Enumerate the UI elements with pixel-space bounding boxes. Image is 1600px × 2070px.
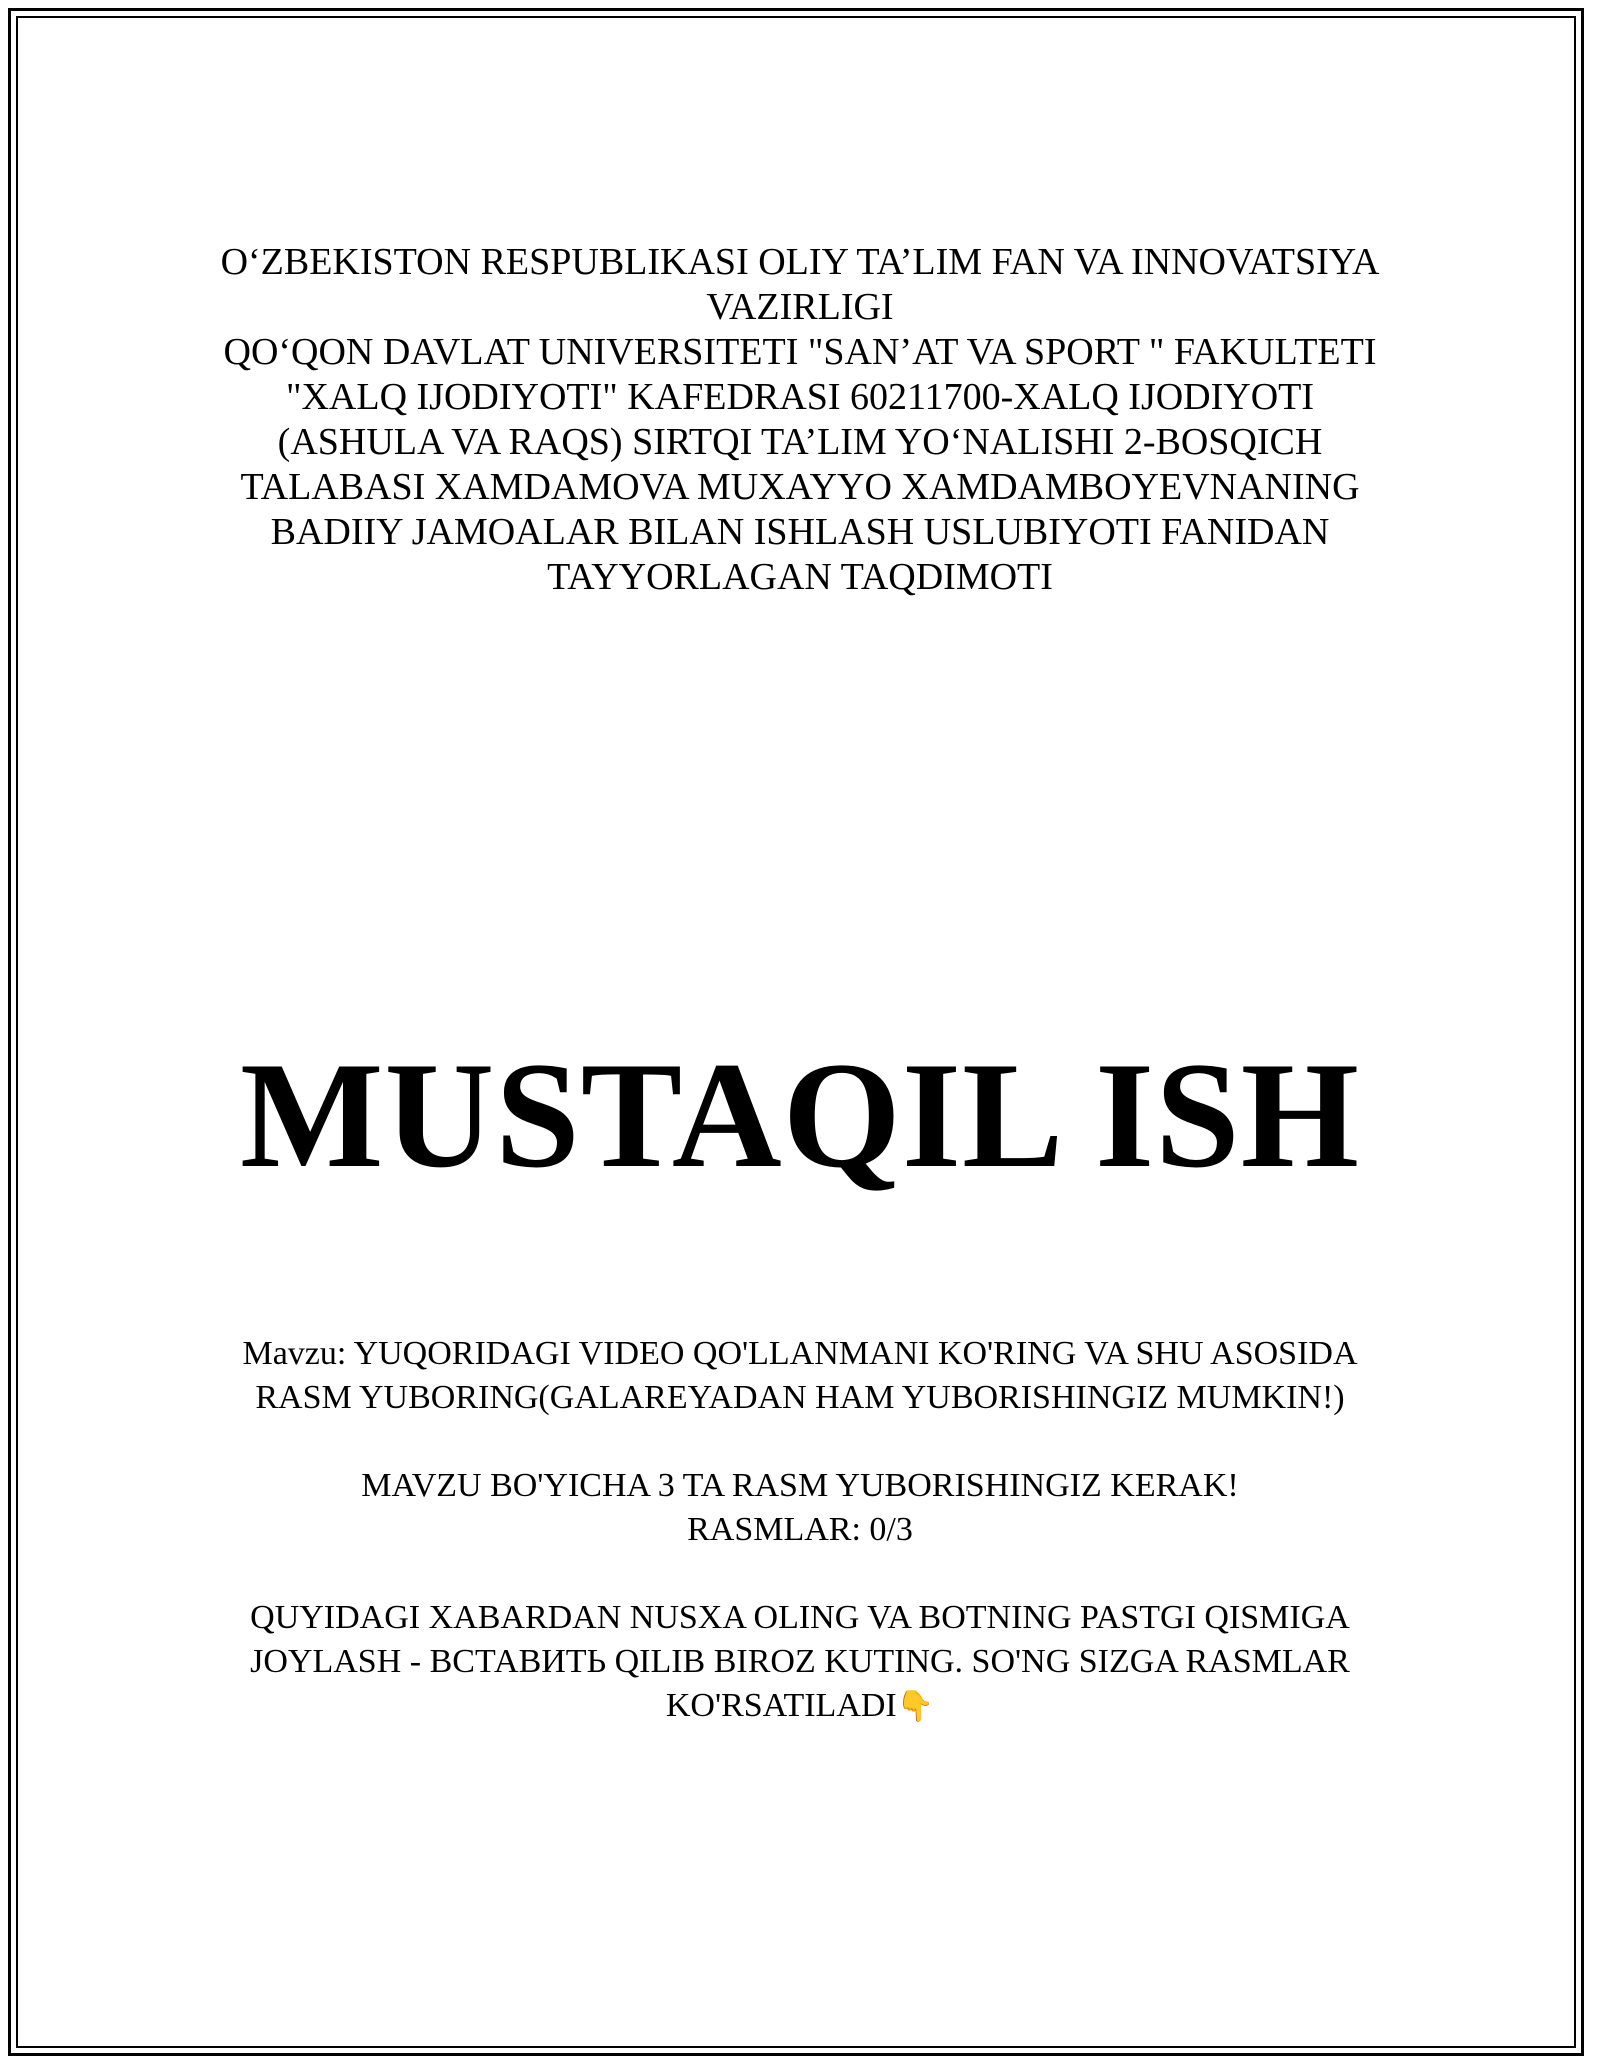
pointing-down-hand-icon: 👇: [896, 1689, 935, 1724]
university-description: QO‘QON DAVLAT UNIVERSITETI "SAN’AT VA SPORT " FAKULTETI "XALQ IJODIYOTI" KAFEDRASI 60211700-XALQ IJODIYOTI (ASHULA VA RAQS) SIRTQI TA’LIM YO‘NALISHI 2-BOSQICH TALABASI XAMDAMOVA MUXAYYO XAMDAMBOYEVNANING BADIIY JAMOALAR BILAN ISHLASH USLUBIYOTI FANIDAN TAYYORLAGAN TAQDIMOTI: [223, 331, 1377, 598]
requirements-text: MAVZU BO'YICHA 3 TA RASM YUBORISHINGIZ KERAK!: [361, 1467, 1239, 1504]
instructions-paragraph: [240, 1596, 1360, 1729]
ministry-name: O‘ZBEKISTON RESPUBLIKASI OLIY TA’LIM FAN VA INNOVATSIYA VAZIRLIGI: [220, 241, 1380, 328]
images-counter: RASMLAR: 0/3: [687, 1511, 913, 1548]
document-title: MUSTAQIL ISH: [240, 1031, 1360, 1199]
requirements-paragraph: [240, 1464, 1360, 1552]
topic-paragraph: Mavzu: YUQORIDAGI VIDEO QO'LLANMANI KO'RING VA SHU ASOSIDA RASM YUBORING(GALAREYADAN HAM YUBORISHINGIZ MUMKIN!): [242, 1335, 1358, 1416]
instructions-text: QUYIDAGI XABARDAN NUSXA OLING VA BOTNING PASTGI QISMIGA JOYLASH - ВСТАВИТЬ QILIB BIROZ KUTING. SO'NG SIZGA RASMLAR KO'RSATILADI: [250, 1599, 1350, 1724]
document-header: [200, 240, 1400, 600]
topic-section: [240, 1332, 1360, 1729]
